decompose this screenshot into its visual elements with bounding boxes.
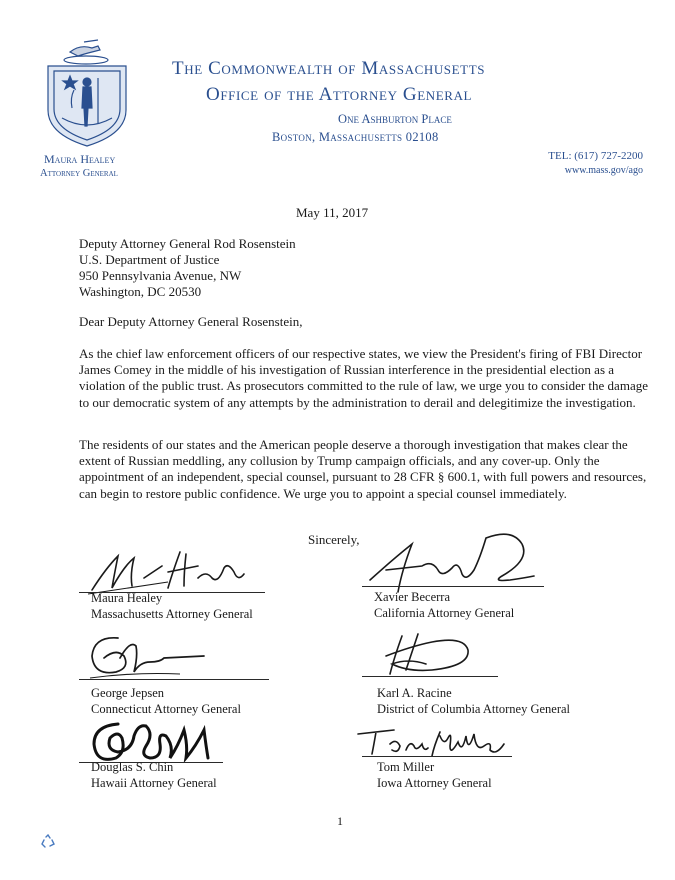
- telephone: TEL: (617) 727-2200: [548, 150, 643, 162]
- signatory-block: [91, 760, 217, 791]
- org-name-line2: Office of the Attorney General: [206, 84, 473, 105]
- page-number: 1: [337, 814, 343, 828]
- signature-line: [362, 676, 498, 677]
- org-name-line1: The Commonwealth of Massachusetts: [172, 58, 486, 79]
- letter-date: May 11, 2017: [296, 205, 369, 220]
- signatory-name: Tom Miller: [377, 760, 435, 774]
- recipient-line: U.S. Department of Justice: [79, 252, 220, 267]
- massachusetts-seal-icon: [40, 38, 134, 150]
- address-line1: One Ashburton Place: [338, 112, 452, 126]
- signatory-block: [377, 760, 492, 791]
- recipient-line: Washington, DC 20530: [79, 284, 202, 299]
- signatory-title: Hawaii Attorney General: [91, 775, 217, 790]
- signatory-block: [377, 686, 570, 717]
- signatory-name: Xavier Becerra: [374, 590, 450, 604]
- signature-line: [79, 679, 269, 680]
- closing: Sincerely,: [308, 532, 360, 547]
- paragraph-1: As the chief law enforcement officers of our respective states, we view the President's firing of FBI Director James Comey in the middle of his investigation of Russian interference in the presidential election as a violation of the public trust. As prosecutors committed to the rule of law, we urge you to consider the damage to our democratic system of any attempts by the administration to derail and delegitimize the investigation.: [79, 346, 648, 410]
- signature-miller: [354, 726, 524, 760]
- signatory-title: District of Columbia Attorney General: [377, 701, 571, 716]
- recipient-line: 950 Pennsylvania Avenue, NW: [79, 268, 242, 283]
- signature-racine: [372, 630, 482, 678]
- signatory-name: Karl A. Racine: [377, 686, 452, 700]
- salutation: Dear Deputy Attorney General Rosenstein,: [79, 314, 303, 329]
- attorney-general-name: Maura Healey: [44, 152, 116, 166]
- signatory-title: Massachusetts Attorney General: [91, 606, 253, 621]
- address-line2: Boston, Massachusetts 02108: [272, 130, 439, 144]
- signatory-name: Douglas S. Chin: [91, 760, 174, 774]
- paragraph-2: The residents of our states and the American people deserve a thorough investigation that makes clear the extent of Russian meddling, any collusion by Trump campaign officials, and any cover-up. Only the appointment of an independent, special counsel, pursuant to 28 CFR § 600.1, with full powers and resources, can begin to restore public confidence. We urge you to appoint a special counsel immediately.: [79, 437, 647, 501]
- signatory-block: [91, 686, 241, 717]
- signatory-name: Maura Healey: [91, 591, 163, 605]
- website: www.mass.gov/ago: [564, 165, 643, 176]
- signatory-title: Iowa Attorney General: [377, 775, 492, 790]
- recipient-address: [79, 236, 296, 300]
- signatory-name: George Jepsen: [91, 686, 165, 700]
- attorney-general-title: Attorney General: [40, 168, 118, 179]
- signature-line: [362, 756, 512, 757]
- signature-jepsen: [84, 628, 214, 686]
- recipient-line: Deputy Attorney General Rod Rosenstein: [79, 236, 296, 251]
- signatory-block: [91, 591, 253, 622]
- signatory-title: California Attorney General: [374, 605, 515, 620]
- signature-line: [362, 586, 544, 587]
- recycle-icon: [40, 834, 56, 850]
- signatory-block: [374, 590, 514, 621]
- signatory-title: Connecticut Attorney General: [91, 701, 241, 716]
